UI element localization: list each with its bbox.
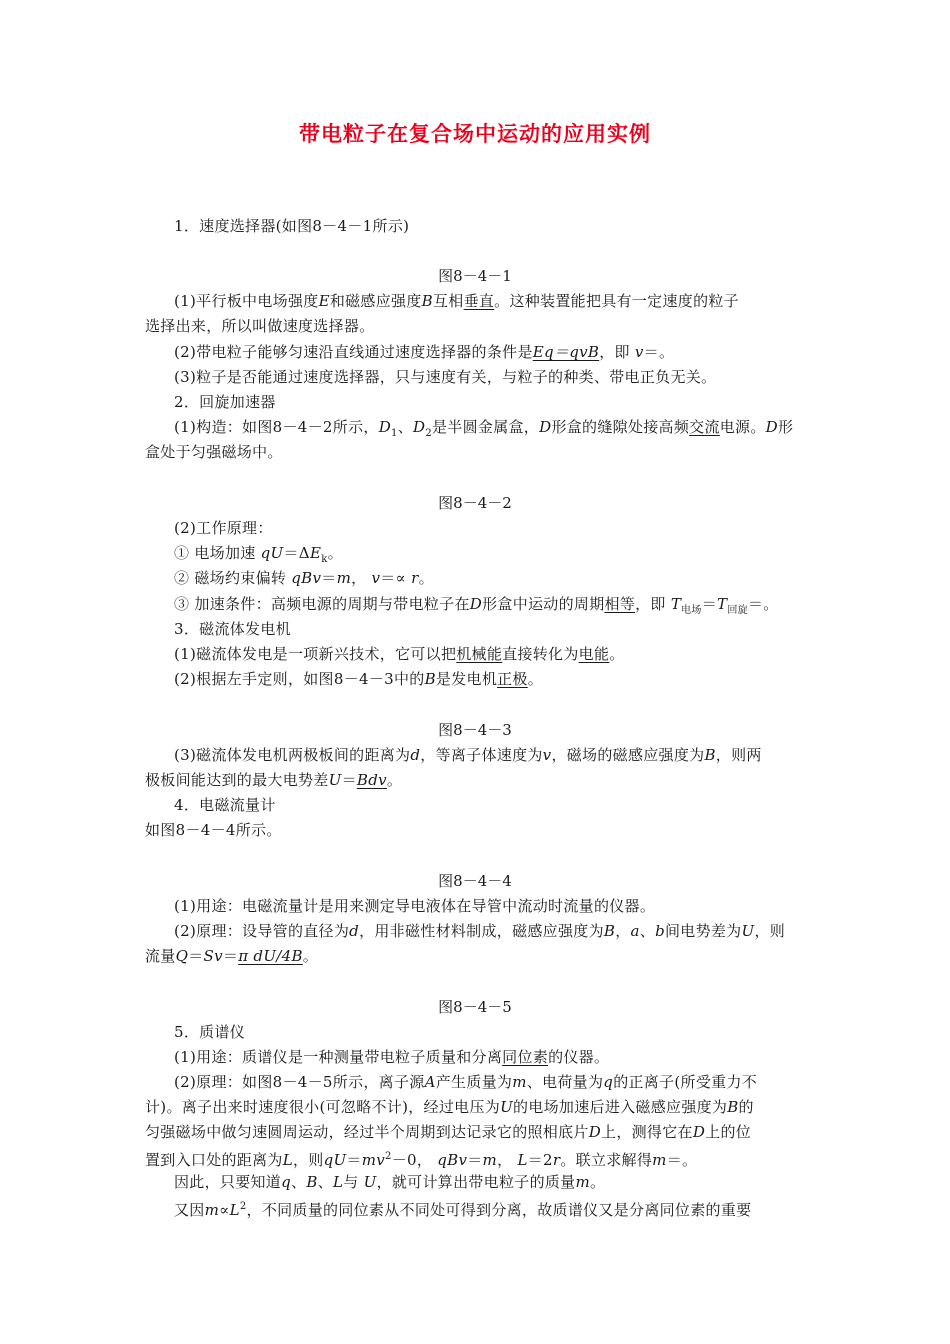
fill-blank: 正极 [497, 670, 528, 688]
s5-paragraph-4: 又因$m\propto L^2$，不同质量的同位素从不同处可得到分离，故质谱仪又是分离同位素的重要 [174, 1201, 752, 1219]
section-1-heading: 1．速度选择器(如图8－4－1所示) [174, 217, 410, 235]
s2-paragraph-2: (2)工作原理： [174, 519, 273, 537]
s5-paragraph-3: 因此，只要知道q、B、L与 U，就可计算出带电粒子的质量m。 [174, 1173, 606, 1191]
fill-blank: 电能 [578, 645, 610, 663]
fill-blank: Eq＝qvB [532, 343, 600, 361]
s3-paragraph-2: (2)根据左手定则，如图8－4－3中的B是发电机正极。 [174, 670, 544, 688]
figure-caption-8-4-3: 图8－4－3 [438, 721, 512, 739]
s2-item-2: ② 磁场约束偏转 qBv＝m， v＝∝ r。 [174, 569, 434, 587]
s2-paragraph-1-cont: 盒处于匀强磁场中。 [145, 443, 283, 461]
s2-paragraph-1: (1)构造：如图8－4－2所示，$D_1$、$D_2$是半圆金属盒，D形盒的缝隙处接高频交流电源。D形 [174, 418, 794, 439]
fill-blank: 交流 [689, 418, 720, 436]
s2-item-1: ① 电场加速 $qU=\Delta E_k$。 [174, 544, 343, 565]
s5-paragraph-2-line-2: 计)。离子出来时速度很小(可忽略不计)，经过电压为U的电场加速后进入磁感应强度为B的 [145, 1098, 754, 1116]
section-4-heading: 4．电磁流量计 [174, 796, 276, 814]
s5-paragraph-2: (2)原理：如图8－4－5所示，离子源A产生质量为m、电荷量为q的正离子(所受重力不 [174, 1073, 758, 1091]
section-2-heading: 2．回旋加速器 [174, 393, 276, 411]
fill-blank: Bdv [356, 771, 387, 789]
s5-paragraph-1: (1)用途：质谱仪是一种测量带电粒子质量和分离同位素的仪器。 [174, 1048, 610, 1066]
fill-blank: 机械能 [456, 645, 503, 663]
s4-paragraph-2: (2)原理：设导管的直径为d，用非磁性材料制成，磁感应强度为B，a、b间电势差为U，则 [174, 922, 786, 940]
section-3-heading: 3．磁流体发电机 [174, 620, 291, 638]
figure-caption-8-4-4: 图8－4－4 [438, 872, 512, 890]
s1-paragraph-3: (3)粒子是否能通过速度选择器，只与速度有关，与粒子的种类、带电正负无关。 [174, 368, 717, 386]
s3-paragraph-1: (1)磁流体发电是一项新兴技术，它可以把机械能直接转化为电能。 [174, 645, 625, 663]
s3-paragraph-3-cont: 极板间能达到的最大电势差U＝Bdv。 [145, 771, 403, 789]
figure-caption-8-4-5: 图8－4－5 [438, 998, 512, 1016]
s3-paragraph-3: (3)磁流体发电机两极板间的距离为d，等离子体速度为v，磁场的磁感应强度为B，则两 [174, 746, 762, 764]
section-5-heading: 5．质谱仪 [174, 1023, 246, 1041]
fill-blank: 相等 [604, 595, 636, 613]
s1-paragraph-2: (2)带电粒子能够匀速沿直线通过速度选择器的条件是Eq＝qvB，即 v＝。 [174, 343, 675, 361]
s4-paragraph-2-cont: 流量Q＝Sv＝π dU/4B。 [145, 947, 319, 965]
s1-paragraph-1-cont: 选择出来，所以叫做速度选择器。 [145, 317, 375, 335]
s5-paragraph-2-line-3: 匀强磁场中做匀速圆周运动，经过半个周期到达记录它的照相底片D上，测得它在D上的位 [145, 1123, 752, 1141]
s2-item-3: ③ 加速条件：高频电源的周期与带电粒子在D形盒中运动的周期相等，即 $T_{电场}=T_{回旋}=$。 [174, 595, 779, 616]
page-title: 带电粒子在复合场中运动的应用实例 [299, 122, 651, 146]
fill-blank: 垂直 [463, 292, 495, 310]
figure-caption-8-4-2: 图8－4－2 [438, 494, 512, 512]
s4-intro: 如图8－4－4所示。 [145, 821, 282, 839]
s1-paragraph-1: (1)平行板中电场强度E和磁感应强度B互相垂直。这种装置能把具有一定速度的粒子 [174, 292, 739, 310]
fill-blank: π dU/4B [238, 947, 303, 965]
fill-blank: 同位素 [502, 1048, 549, 1066]
s4-paragraph-1: (1)用途：电磁流量计是用来测定导电液体在导管中流动时流量的仪器。 [174, 897, 656, 915]
s5-paragraph-2-line-4: 置到入口处的距离为L，则$qU=mv^2-0$， qBv＝m， L＝2r。联立求解得m＝。 [145, 1151, 698, 1169]
figure-caption-8-4-1: 图8－4－1 [438, 267, 512, 285]
